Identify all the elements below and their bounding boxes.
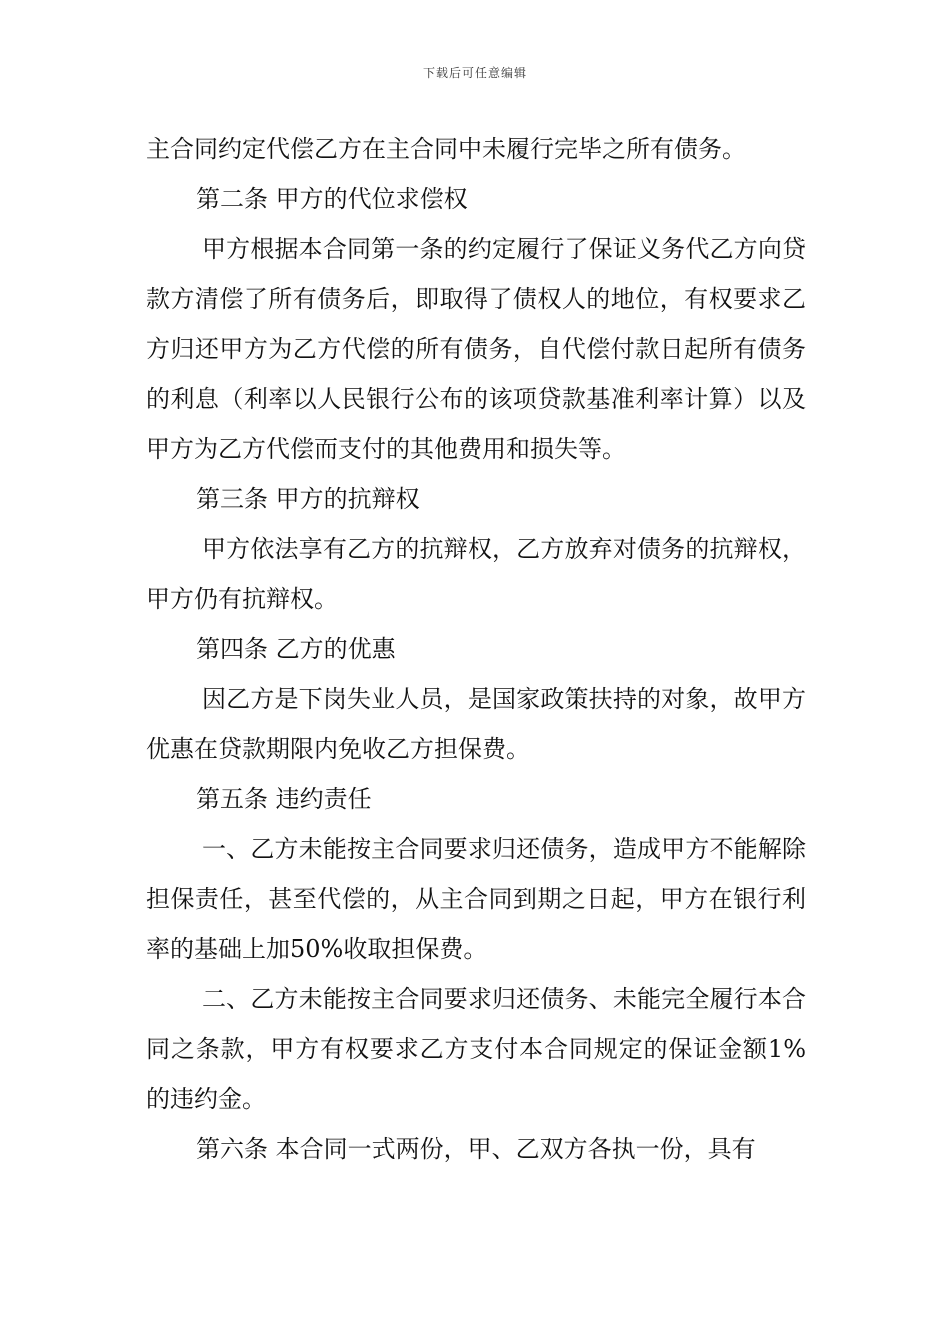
page-header-note: 下载后可任意编辑 [422, 66, 527, 80]
article-2-body: 甲方根据本合同第一条的约定履行了保证义务代乙方向贷款方清偿了所有债务后，即取得了债权人的地位，有权要求乙方归还甲方为乙方代偿的所有债务，自代偿付款日起所有债务的利息（利率以人民银行公布的该项贷款基准利率计算）以及甲方为乙方代偿而支付的其他费用和损失等。 [146, 235, 806, 463]
paragraph-continuation: 主合同约定代偿乙方在主合同中未履行完毕之所有债务。 [146, 135, 746, 163]
article-5-heading: 第五条 违约责任 [196, 785, 372, 813]
article-2-heading: 第二条 甲方的代位求偿权 [196, 185, 468, 213]
article-6-heading: 第六条 本合同一式两份，甲、乙双方各执一份，具有 [196, 1135, 756, 1163]
article-5-clause-2: 二、乙方未能按主合同要求归还债务、未能完全履行本合同之条款，甲方有权要求乙方支付本合同规定的保证金额1%的违约金。 [146, 985, 806, 1113]
article-5-clause-1: 一、乙方未能按主合同要求归还债务，造成甲方不能解除担保责任，甚至代偿的，从主合同到期之日起，甲方在银行利率的基础上加50%收取担保费。 [146, 835, 806, 963]
document-body [146, 124, 806, 1174]
article-3-body: 甲方依法享有乙方的抗辩权，乙方放弃对债务的抗辩权，甲方仍有抗辩权。 [146, 535, 806, 613]
article-4-body: 因乙方是下岗失业人员，是国家政策扶持的对象，故甲方优惠在贷款期限内免收乙方担保费。 [146, 685, 806, 763]
article-3-heading: 第三条 甲方的抗辩权 [196, 485, 420, 513]
article-4-heading: 第四条 乙方的优惠 [196, 635, 396, 663]
